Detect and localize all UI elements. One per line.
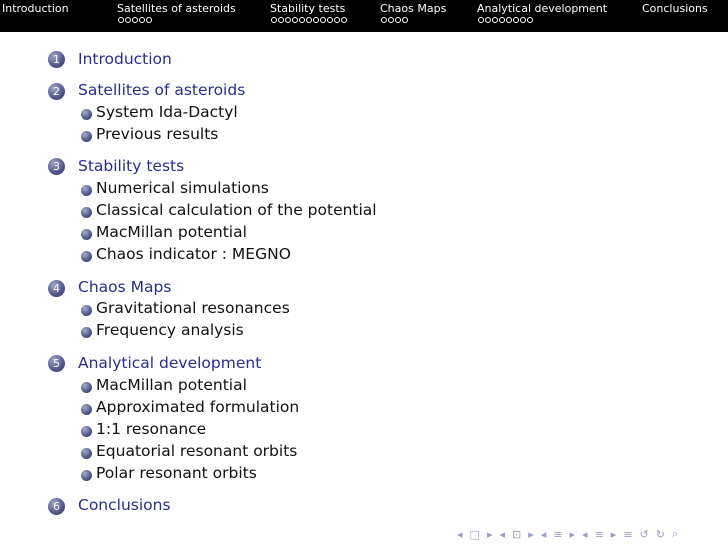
- subsection-bullet-icon: [81, 131, 92, 142]
- subsection-bullet-icon: [81, 448, 92, 459]
- next-arrow-icon[interactable]: ▸: [486, 527, 493, 541]
- toc-subsection[interactable]: Chaos indicator : MEGNO: [96, 245, 291, 263]
- toc-subsection[interactable]: Gravitational resonances: [96, 299, 290, 317]
- toc-section-chaos-maps[interactable]: Chaos Maps: [78, 278, 172, 296]
- toc-subsection[interactable]: Equatorial resonant orbits: [96, 442, 298, 460]
- toc-section-satellites[interactable]: Satellites of asteroids: [78, 81, 246, 99]
- subsection-bullet-icon: [81, 229, 92, 240]
- toc-section-conclusions[interactable]: Conclusions: [78, 496, 171, 514]
- toc-subsection[interactable]: Frequency analysis: [96, 321, 244, 339]
- frame-icon[interactable]: □: [469, 527, 480, 541]
- toc-subsection[interactable]: Previous results: [96, 125, 219, 143]
- nav-section-label: Chaos Maps: [380, 2, 447, 15]
- next-arrow-icon[interactable]: ▸: [569, 527, 576, 541]
- section-number-badge: 3: [48, 158, 65, 175]
- section-number-badge: 2: [48, 83, 65, 100]
- toc-section-analytical[interactable]: Analytical development: [78, 354, 262, 372]
- toc-subsection[interactable]: MacMillan potential: [96, 376, 247, 394]
- prev-arrow-icon[interactable]: ◂: [499, 527, 505, 541]
- back-icon[interactable]: ↺: [639, 527, 649, 541]
- nav-section-label: Introduction: [2, 2, 69, 15]
- toc-section-stability[interactable]: Stability tests: [78, 157, 185, 175]
- prev-arrow-icon[interactable]: ◂: [582, 527, 588, 541]
- nav-section-label: Analytical development: [477, 2, 608, 15]
- section-number-badge: 6: [48, 498, 65, 515]
- toc-section-introduction[interactable]: Introduction: [78, 50, 172, 68]
- subsection-icon[interactable]: ⊡: [512, 527, 522, 541]
- subsection-bullet-icon: [81, 185, 92, 196]
- toc-subsection[interactable]: Approximated formulation: [96, 398, 300, 416]
- prev-arrow-icon[interactable]: ◂: [540, 527, 547, 541]
- subsection-bullet-icon: [81, 470, 92, 481]
- section-number-badge: 4: [48, 280, 65, 297]
- appendix-icon[interactable]: ≡: [623, 527, 633, 541]
- subsection-bullet-icon: [81, 305, 92, 316]
- section-number-badge: 5: [48, 355, 65, 372]
- toc-subsection[interactable]: System Ida-Dactyl: [96, 103, 238, 121]
- next-arrow-icon[interactable]: ▸: [528, 527, 534, 541]
- nav-section-label: Satellites of asteroids: [117, 2, 236, 15]
- toc-subsection[interactable]: MacMillan potential: [96, 223, 247, 241]
- toc-subsection[interactable]: Numerical simulations: [96, 179, 269, 197]
- section-number-badge: 1: [48, 51, 65, 68]
- toc-subsection[interactable]: Classical calculation of the potential: [96, 201, 377, 219]
- subsection-bullet-icon: [81, 404, 92, 415]
- beamer-navigation-symbols: [457, 526, 685, 542]
- nav-section-label: Stability tests: [270, 2, 346, 15]
- section-icon[interactable]: ≡: [553, 527, 563, 541]
- next-arrow-icon[interactable]: ▸: [610, 527, 617, 541]
- subsection-bullet-icon: [81, 207, 92, 218]
- subsection-bullet-icon: [81, 109, 92, 120]
- subsection-bullet-icon: [81, 382, 92, 393]
- toc-subsection[interactable]: Polar resonant orbits: [96, 464, 257, 482]
- subsection-bullet-icon: [81, 251, 92, 262]
- subsection-bullet-icon: [81, 327, 92, 338]
- nav-section-label: Conclusions: [642, 2, 708, 15]
- forward-icon[interactable]: ↻: [655, 527, 665, 541]
- subsection-bullet-icon: [81, 426, 92, 437]
- search-icon[interactable]: ⌕: [671, 527, 679, 540]
- document-icon[interactable]: ≡: [594, 527, 604, 541]
- prev-arrow-icon[interactable]: ◂: [457, 527, 463, 541]
- toc-subsection[interactable]: 1:1 resonance: [96, 420, 207, 438]
